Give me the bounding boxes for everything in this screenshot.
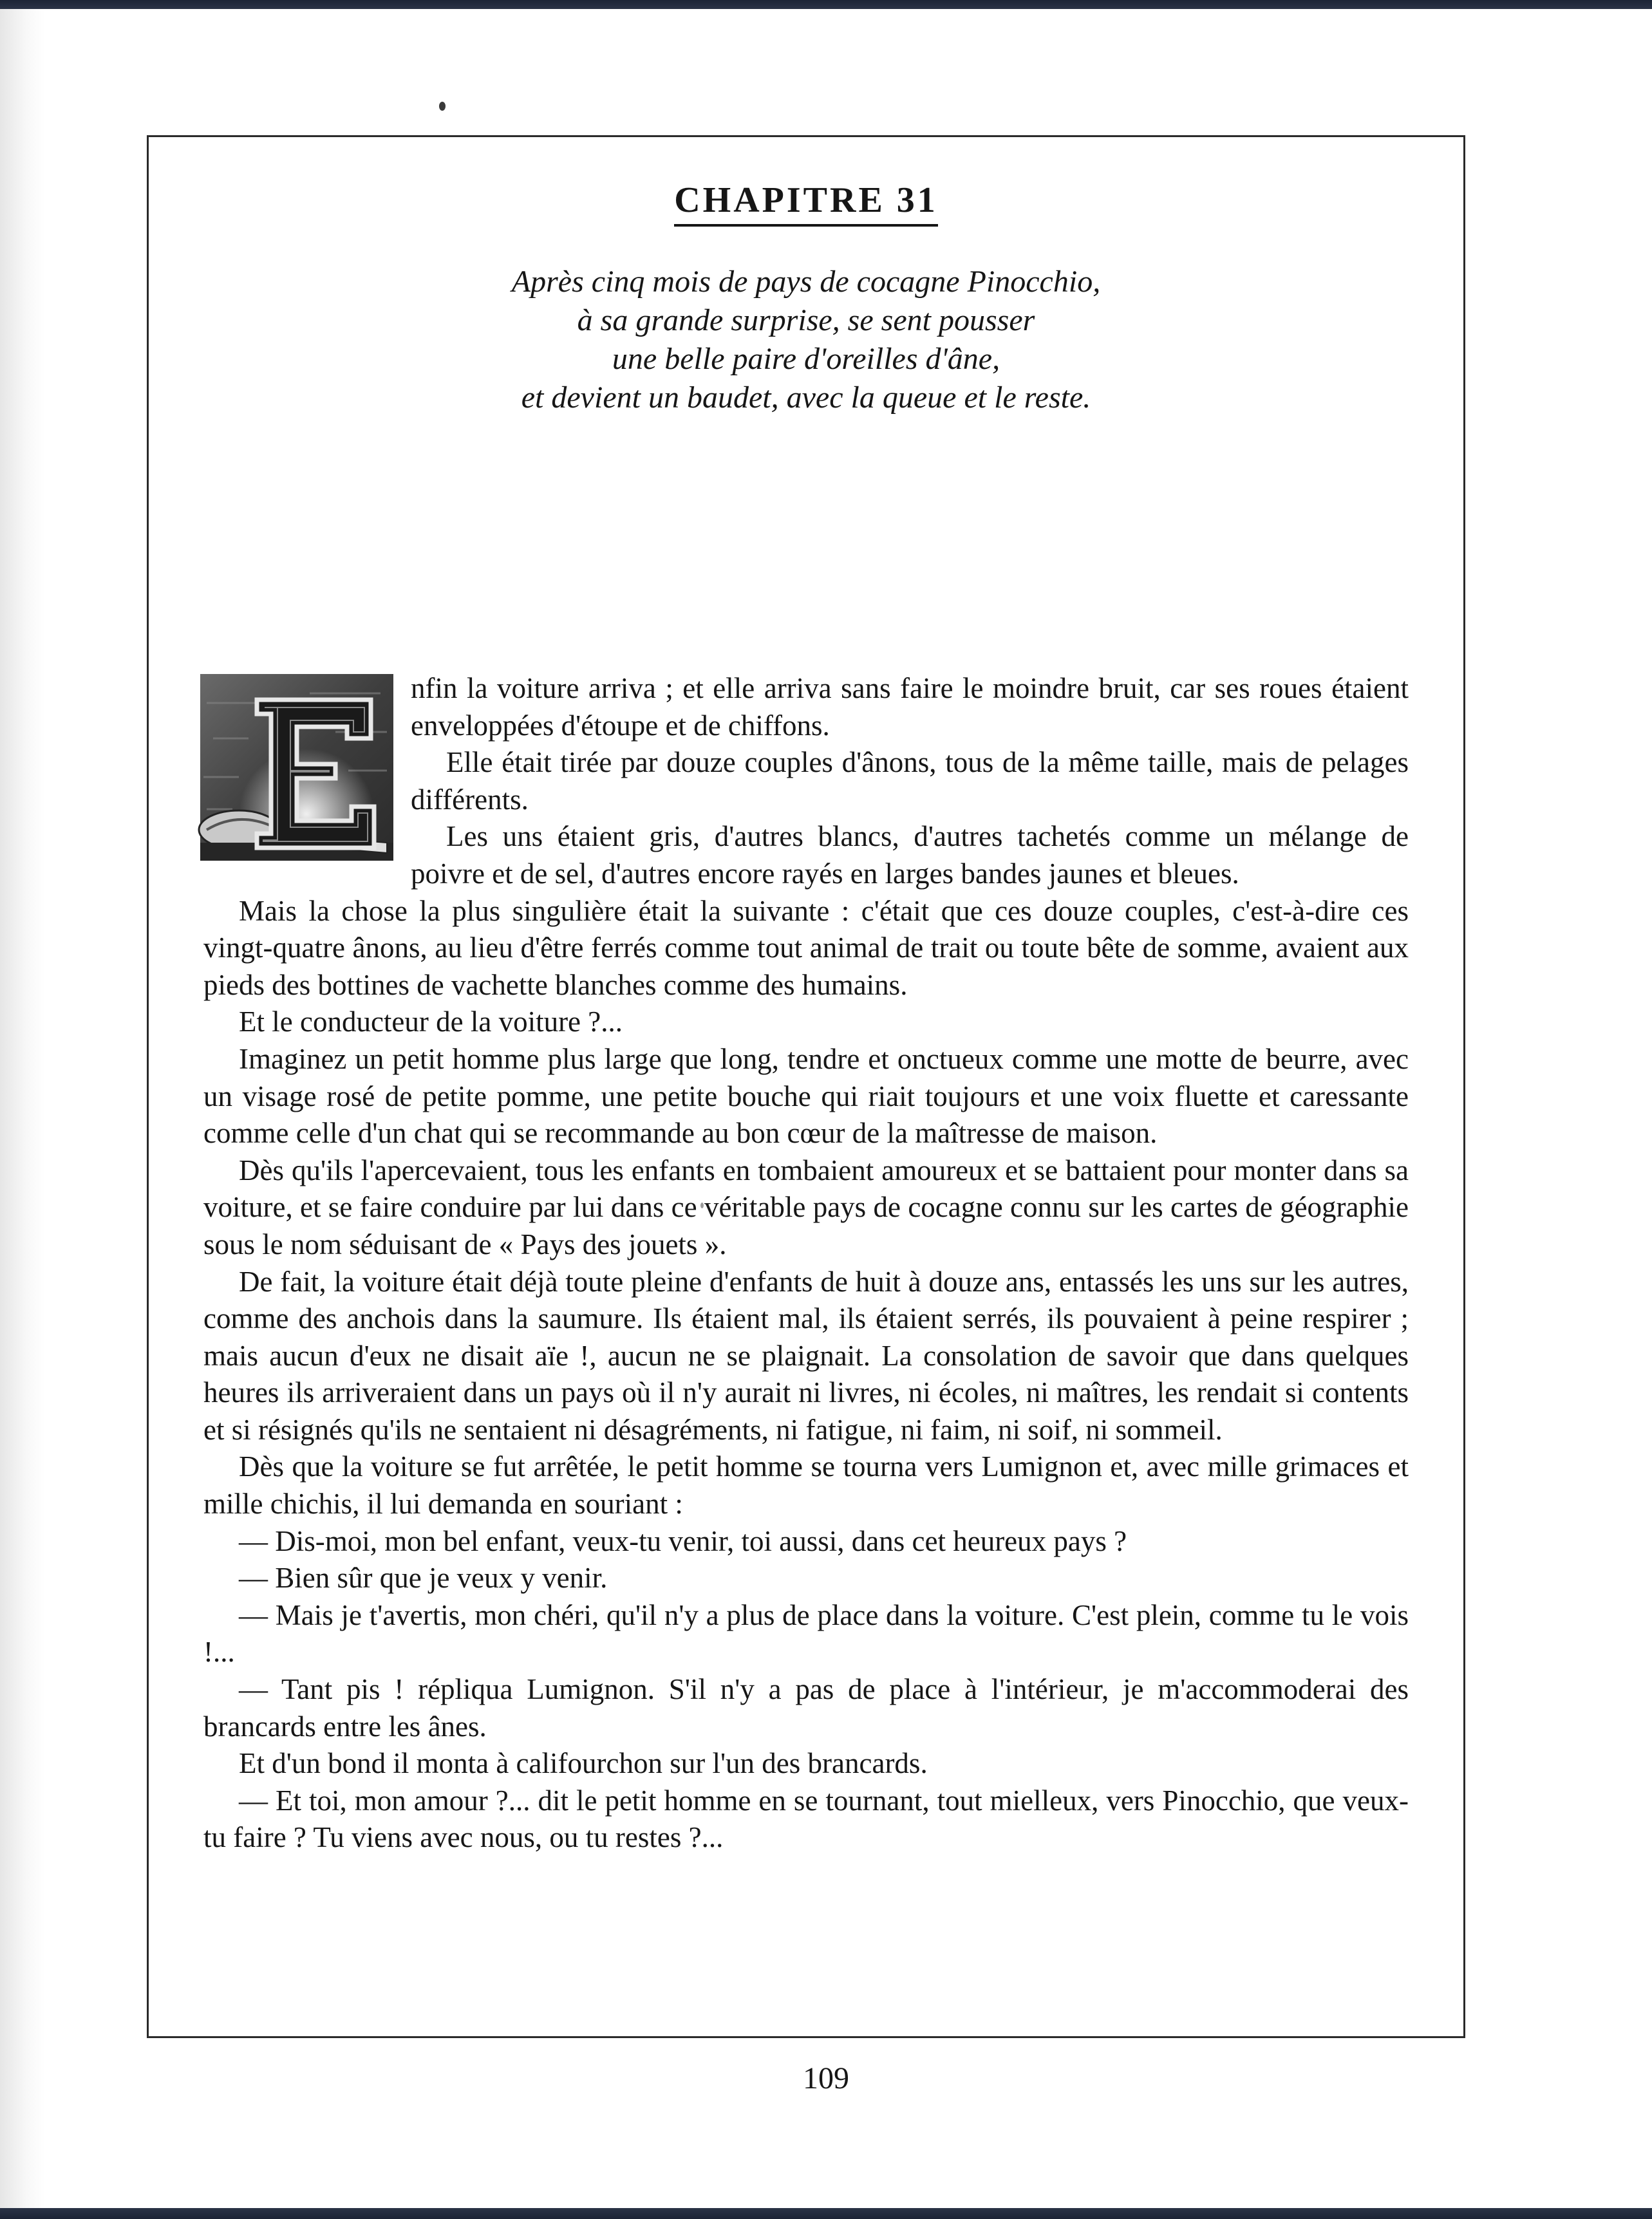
chapter-title-text: CHAPITRE 31	[674, 180, 938, 227]
page-bottom-edge	[0, 2208, 1652, 2219]
gutter-shadow	[0, 9, 45, 2208]
text-frame	[147, 135, 1465, 2038]
dialogue-line: — Bien sûr que je veux y venir.	[239, 1562, 608, 1595]
chapter-summary	[149, 263, 1463, 417]
dropcap-illustration	[194, 674, 397, 861]
paragraph: De fait, la voiture était déjà toute pleine d'enfants de huit à douze ans, entassés les uns sur les autres, comme des anchois dans la saumure. Ils étaient mal, ils étaient serrés, ils pouvaient à peine respirer ; mais aucun d'eux ne disait aïe !, aucun ne se plaignait. La consolation de savoir que dans quelques heures ils arriveraient dans un pays où il n'y aurait ni livres, ni écoles, ni maîtres, les rendait si contents et si résignés qu'ils ne sentaient ni désagréments, ni fatigue, ni faim, ni soif, ni sommeil.	[203, 1265, 1409, 1446]
paragraph: Les uns étaient gris, d'autres blancs, d'autres tachetés comme un mélange de poivre et de sel, d'autres encore rayés en larges bandes jaunes et bleues.	[411, 820, 1409, 890]
dialogue-line: — Et toi, mon amour ?... dit le petit homme en se tournant, tout mielleux, vers Pinocchio, que veux-tu faire ? Tu viens avec nous, ou tu restes ?...	[203, 1784, 1409, 1854]
page-top-edge	[0, 0, 1652, 9]
chapter-title	[149, 182, 1463, 218]
paper-speck	[439, 102, 446, 111]
paragraph: Et le conducteur de la voiture ?...	[239, 1006, 623, 1038]
summary-line: à sa grande surprise, se sent pousser	[577, 303, 1035, 337]
paragraph: Et d'un bond il monta à califourchon sur l'un des brancards.	[239, 1747, 928, 1780]
summary-line: et devient un baudet, avec la queue et le reste.	[521, 380, 1091, 415]
dropcap-svg	[194, 674, 397, 861]
paragraph: Dès qu'ils l'apercevaient, tous les enfants en tombaient amoureux et se battaient pour monter dans sa voiture, et se faire conduire par lui dans ce véritable pays de cocagne connu sur les cartes de géographie sous le nom séduisant de « Pays des jouets ».	[203, 1154, 1409, 1260]
paragraph: Dès que la voiture se fut arrêtée, le petit homme se tourna vers Lumignon et, avec mille grimaces et mille chichis, il lui demanda en souriant :	[203, 1450, 1409, 1521]
summary-line: Après cinq mois de pays de cocagne Pinocchio,	[511, 265, 1101, 299]
paragraph: Elle était tirée par douze couples d'ânons, tous de la même taille, mais de pelages différents.	[411, 746, 1409, 816]
paragraph: Mais la chose la plus singulière était la suivante : c'était que ces douze couples, c'est-à-dire ces vingt-quatre ânons, au lieu d'être ferrés comme tout animal de trait ou toute bête de somme, avaient aux pieds des bottines de vachette blanches comme des humains.	[203, 894, 1409, 1001]
dialogue-line: — Mais je t'avertis, mon chéri, qu'il n'y a plus de place dans la voiture. C'est plein, comme tu le vois !...	[203, 1598, 1409, 1669]
page-number: 109	[803, 2061, 849, 2095]
chapter-body	[203, 670, 1409, 1857]
paragraph: Imaginez un petit homme plus large que long, tendre et onctueux comme une motte de beurre, avec un visage rosé de petite pomme, une petite bouche qui riait toujours et une voix fluette et caressante comme celle d'un chat qui se recommande au bon cœur de la maîtresse de maison.	[203, 1042, 1409, 1150]
dialogue-line: — Tant pis ! répliqua Lumignon. S'il n'y a pas de place à l'intérieur, je m'accommoderai des brancards entre les ânes.	[203, 1673, 1409, 1743]
summary-line: une belle paire d'oreilles d'âne,	[612, 342, 1000, 376]
dialogue-line: — Dis-moi, mon bel enfant, veux-tu venir, toi aussi, dans cet heureux pays ?	[239, 1524, 1127, 1557]
paragraph: nfin la voiture arriva ; et elle arriva sans faire le moindre bruit, car ses roues étaient enveloppées d'étoupe et de chiffons.	[411, 672, 1409, 742]
